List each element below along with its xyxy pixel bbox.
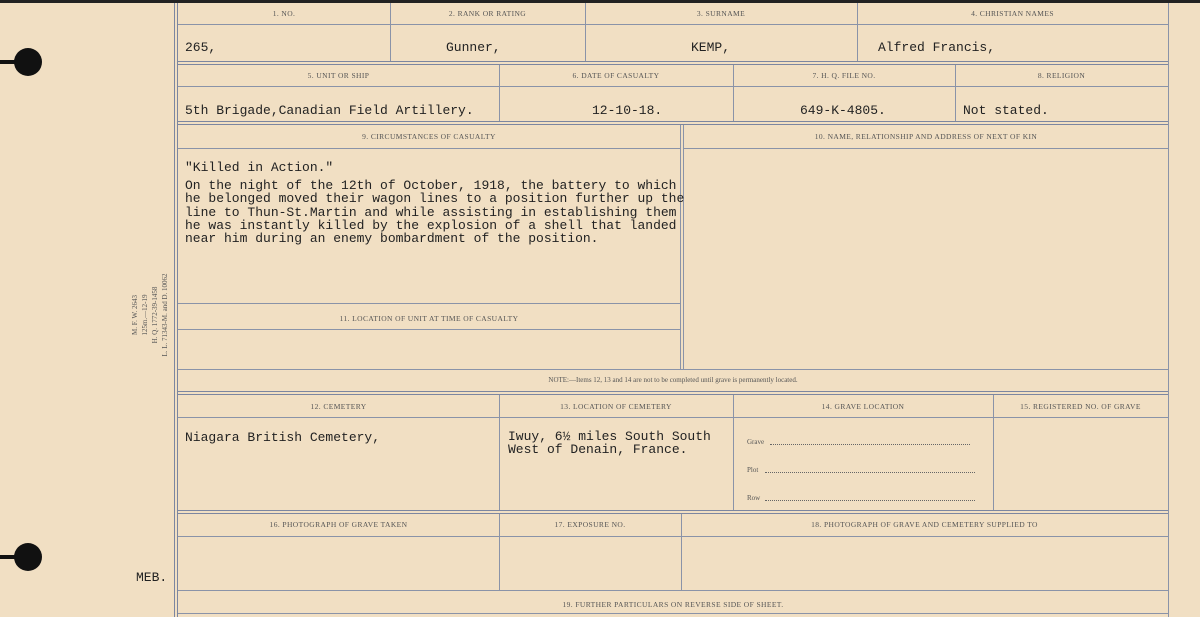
divider [178, 613, 1168, 614]
divider [178, 510, 1168, 514]
label-photo-supplied: 18. PHOTOGRAPH OF GRAVE AND CEMETERY SUPPLIED TO [811, 520, 1038, 529]
value-date: 12-10-18. [592, 103, 663, 118]
divider [178, 61, 1168, 65]
text-line: Iwuy, 6½ miles South South [508, 429, 711, 444]
punch-hole [14, 543, 42, 571]
label-date: 6. DATE OF CASUALTY [572, 71, 660, 80]
print-line: 125m.—12-19 [141, 294, 149, 336]
divider [680, 125, 681, 370]
value-unit: 5th Brigade,Canadian Field Artillery. [185, 103, 474, 118]
divider [178, 536, 1168, 537]
label-further-particulars: 19. FURTHER PARTICULARS ON REVERSE SIDE OF SHEET. [562, 600, 784, 609]
divider [178, 86, 1168, 87]
print-line: L. L. 71343-M. and D. 10062 [161, 273, 169, 357]
grave-field-label: Grave [747, 438, 765, 446]
divider [178, 329, 680, 330]
label-file: 7. H. Q. FILE NO. [812, 71, 876, 80]
label-surname: 3. SURNAME [696, 9, 746, 18]
initials: MEB. [136, 570, 168, 585]
divider [993, 395, 994, 511]
row-field-label: Row [747, 494, 761, 502]
punch-hole [14, 48, 42, 76]
label-cemetery: 12. CEMETERY [310, 402, 367, 411]
right-border [1168, 3, 1169, 617]
label-photo-taken: 16. PHOTOGRAPH OF GRAVE TAKEN [269, 520, 408, 529]
label-rank: 2. RANK OR RATING [448, 9, 527, 18]
divider [499, 395, 500, 511]
divider [178, 417, 1168, 418]
top-edge [0, 0, 1200, 3]
value-religion: Not stated. [963, 103, 1049, 118]
label-next-of-kin: 10. NAME, RELATIONSHIP AND ADDRESS OF NEXT OF KIN [814, 132, 1038, 141]
value-cemetery-location [508, 430, 711, 456]
value-no: 265, [185, 40, 217, 55]
label-registered: 15. REGISTERED NO. OF GRAVE [1020, 402, 1141, 411]
value-rank: Gunner, [446, 40, 501, 55]
text-line: he was instantly killed by the explosion of a shell that landed [185, 217, 677, 233]
print-line: M. F. W. 2643 [131, 295, 139, 335]
label-circumstances: 9. CIRCUMSTANCES OF CASUALTY [362, 132, 496, 141]
label-exposure: 17. EXPOSURE NO. [554, 520, 626, 529]
plot-field-line[interactable] [765, 472, 975, 473]
text-line: West of Denain, France. [508, 442, 688, 457]
grave-field-line[interactable] [770, 444, 970, 445]
divider [178, 590, 1168, 591]
text-line: near him during an enemy bombardment of the position. [185, 231, 599, 247]
divider [178, 369, 1168, 370]
divider [178, 303, 680, 304]
divider [683, 125, 684, 370]
label-no: 1. NO. [272, 9, 296, 18]
note: NOTE:—Items 12, 13 and 14 are not to be completed until grave is permanently located. [548, 376, 798, 384]
label-christian-names: 4. CHRISTIAN NAMES [971, 9, 1054, 18]
divider [733, 395, 734, 511]
text-line: line to Thun-St.Martin and while assisting in establishing them [185, 204, 677, 220]
value-file: 649-K-4805. [800, 103, 886, 118]
divider [178, 148, 680, 149]
circumstances-title: "Killed in Action." [185, 160, 334, 175]
divider [684, 148, 1168, 149]
text-line: he belonged moved their wagon lines to a position further up the [185, 191, 685, 207]
value-surname: KEMP, [691, 40, 731, 55]
row-field-line[interactable] [765, 500, 975, 501]
divider [178, 121, 1168, 125]
label-unit: 5. UNIT OR SHIP [307, 71, 370, 80]
value-cemetery: Niagara British Cemetery, [185, 430, 381, 445]
divider [178, 391, 1168, 395]
divider [178, 24, 1168, 25]
label-religion: 8. RELIGION [1037, 71, 1086, 80]
label-cemetery-location: 13. LOCATION OF CEMETERY [560, 402, 672, 411]
value-christian-names: Alfred Francis, [878, 40, 996, 55]
plot-field-label: Plot [747, 466, 759, 474]
label-location-unit: 11. LOCATION OF UNIT AT TIME OF CASUALTY [339, 314, 519, 323]
label-grave-location: 14. GRAVE LOCATION [821, 402, 905, 411]
print-line: H. Q. 1772-39-1458 [151, 286, 159, 344]
circumstances-text [185, 179, 684, 245]
text-line: On the night of the 12th of October, 1918, the battery to which [185, 178, 677, 193]
form-print-info [130, 255, 170, 375]
